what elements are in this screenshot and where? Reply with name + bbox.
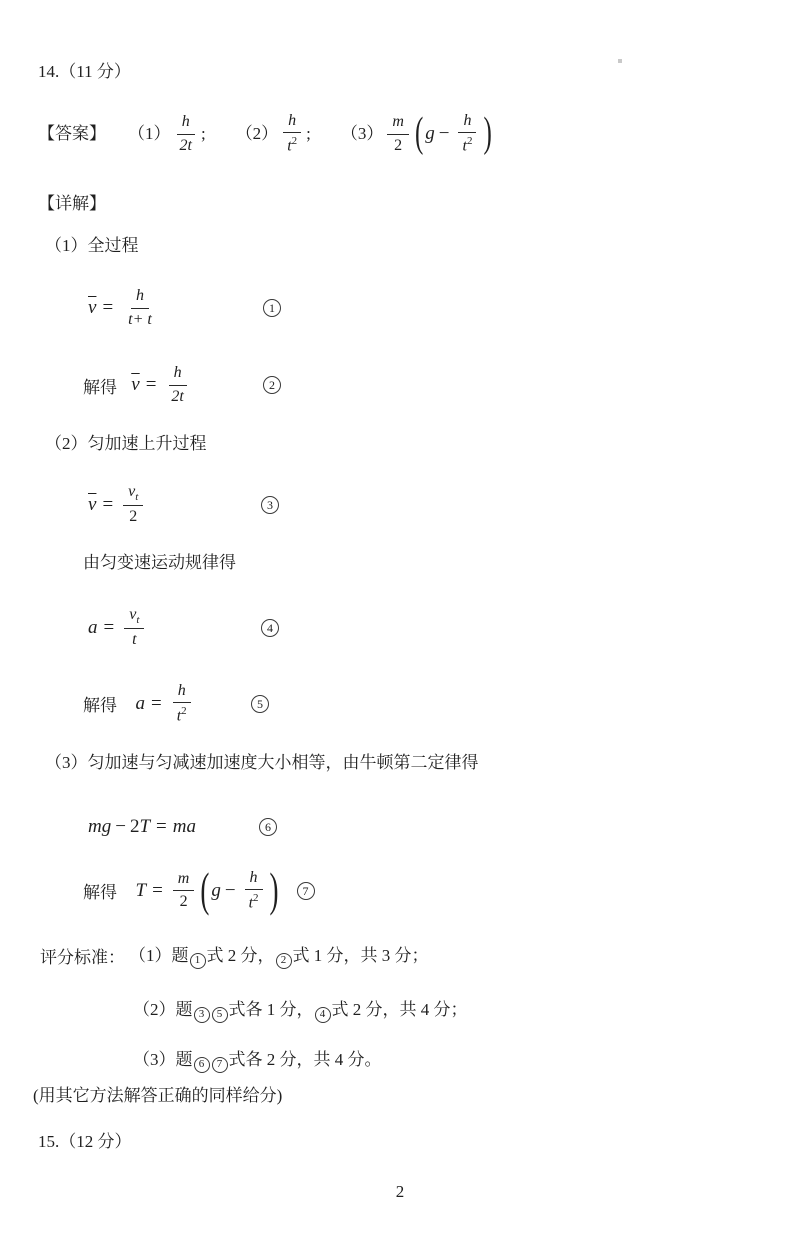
equation-1 [88,286,161,331]
v-bar-symbol: $\overline{v}$ [131,374,140,395]
equation-3-row [0,480,800,530]
answer-part3-label: （3） [340,123,384,143]
fraction-denominator [172,703,192,727]
variable-T: T [135,879,147,901]
equation-number-3 [261,480,279,530]
fraction-denominator: 2 [394,136,403,154]
equation-6 [88,816,196,838]
circled-digit: 1 [263,299,281,317]
left-parenthesis: ( [414,110,424,157]
answer-part2-label: （2） [235,123,279,143]
fraction [166,363,188,408]
fraction-denominator: 2t [171,387,184,405]
equals-sign: = [103,617,115,638]
exponent-2: 2 [253,892,259,905]
question-15-header: 15.（12 分） [38,1132,132,1151]
answer-fraction-1 [175,112,197,157]
exponent-2: 2 [466,135,473,148]
fraction-numerator: h [245,868,263,891]
variable-a: a [135,692,145,714]
equals-sign: = [102,297,114,318]
left-parenthesis: ( [200,863,210,917]
fraction-denominator [244,890,264,914]
equals-sign: = [145,374,157,395]
page-number: 2 [395,1182,405,1201]
exponent-2: 2 [181,705,187,718]
variable-t: t [248,894,254,912]
scoring-line-1: （1）题 1 式 2 分， 2 式 1 分，共 3 分； [129,941,429,969]
fraction-numerator: h [177,112,195,135]
fraction [124,605,144,651]
variable-t: t [462,137,467,155]
scoring-label: 评分标准： [40,947,125,967]
fraction-denominator: 2t [179,136,192,154]
solve-label: 解得 [83,377,122,397]
circled-digit: 6 [194,1057,210,1073]
fraction-numerator: m [387,112,409,135]
equation-3 [88,482,147,528]
equation-number-1 [263,282,281,334]
circled-digit: 3 [261,496,279,514]
circled-digit: 6 [259,818,277,836]
section-3-heading: （3）匀加速与匀减速加速度大小相等，由牛顿第二定律得 [45,753,479,772]
circled-digit: 2 [276,953,292,969]
variable-v: v [128,482,136,500]
fraction-numerator [123,482,143,506]
equation-2 [83,363,193,408]
equation-4 [88,605,148,651]
section-1-heading: （1）全过程 [45,236,139,255]
detail-label: 【详解】 [38,194,106,213]
solve-label: 解得 [83,696,126,716]
equation-number-5 [251,678,269,730]
v-bar-symbol: $\overline{v}$ [88,297,97,318]
equation-number-7: 7 [297,882,315,900]
fraction-denominator [282,133,302,157]
coefficient-2: 2 [129,816,140,837]
variable-ma: ma [172,816,196,837]
subscript-t: t [136,614,140,627]
circled-digit: 2 [263,376,281,394]
equation-number-6 [259,813,277,841]
fraction [173,869,195,914]
fraction-numerator: h [283,111,301,134]
fraction [172,681,192,728]
equals-sign: = [102,494,114,515]
circled-digit: 1 [190,953,206,969]
fraction-numerator [124,605,144,629]
answer-fraction-3 [387,112,409,157]
circled-digit: 4 [315,1007,331,1023]
variable-g: g [425,122,435,144]
equation-number-4 [261,602,279,654]
subscript-t: t [135,491,139,504]
fraction-numerator: m [173,869,195,892]
separator-semicolon: ; [306,123,311,143]
solve-label: 解得 [83,883,126,903]
alternate-method-note: (用其它方法解答正确的同样给分) [33,1086,283,1105]
question-14-header: 14.（11 分） [38,62,131,81]
right-parenthesis: ) [269,863,279,917]
fraction-numerator: h [173,681,191,704]
section-2-heading: （2）匀加速上升过程 [45,434,207,453]
equals-sign: = [152,879,163,901]
fraction-denominator: t [132,631,137,649]
minus-sign: − [438,122,450,144]
fraction-denominator: t+ t [128,310,152,328]
scoring-line-3: （3）题 6 7 式各 2 分，共 4 分。 [133,1045,382,1073]
fraction [123,286,157,331]
equals-sign: = [156,816,167,837]
equation-7 [83,863,315,917]
equation-4-row [0,602,800,654]
scan-speck [618,59,622,63]
equation-5 [83,681,196,728]
fraction-numerator: h [458,111,476,134]
equation-6-row [0,813,800,841]
minus-sign: − [115,816,126,837]
section-2-text: 由匀变速运动规律得 [83,553,236,572]
equation-7-row [0,862,800,920]
circled-digit: 3 [194,1007,210,1023]
variable-t: t [176,707,182,725]
equation-5-row [0,678,800,730]
answer-part1-label: （1） [128,123,171,143]
answer-line [0,103,800,165]
right-parenthesis: ) [483,110,492,157]
exponent-2: 2 [291,135,298,148]
separator-semicolon: ; [200,123,206,143]
circled-digit: 4 [261,619,279,637]
fraction-numerator: h [131,286,149,309]
variable-a: a [88,617,98,638]
fraction-denominator: 2 [129,508,138,526]
v-bar-symbol: $\overline{v}$ [88,494,97,515]
fraction-denominator [457,133,477,157]
scoring-line-1-row [0,943,800,967]
circled-digit: 7 [212,1057,228,1073]
equation-2-row [0,360,800,410]
circled-digit: 5 [212,1007,228,1023]
fraction-numerator: h [169,363,187,386]
circled-digit: 5 [251,695,269,713]
fraction [123,482,143,528]
variable-T: T [139,816,151,837]
variable-g: g [211,879,221,901]
answer-label: 【答案】 [38,123,106,143]
minus-sign: − [224,879,236,901]
answer-fraction-2 [282,111,302,158]
variable-mg: mg [88,816,112,837]
inner-fraction [244,868,264,915]
scoring-line-2: （2）题 3 5 式各 1 分， 4 式 2 分，共 4 分； [133,995,468,1023]
inner-fraction [457,111,477,158]
variable-v: v [129,605,137,623]
equation-1-row [0,282,800,334]
variable-t: t [287,137,292,155]
equation-number-2 [263,360,281,410]
equals-sign: = [151,692,162,714]
fraction-denominator: 2 [179,893,188,911]
